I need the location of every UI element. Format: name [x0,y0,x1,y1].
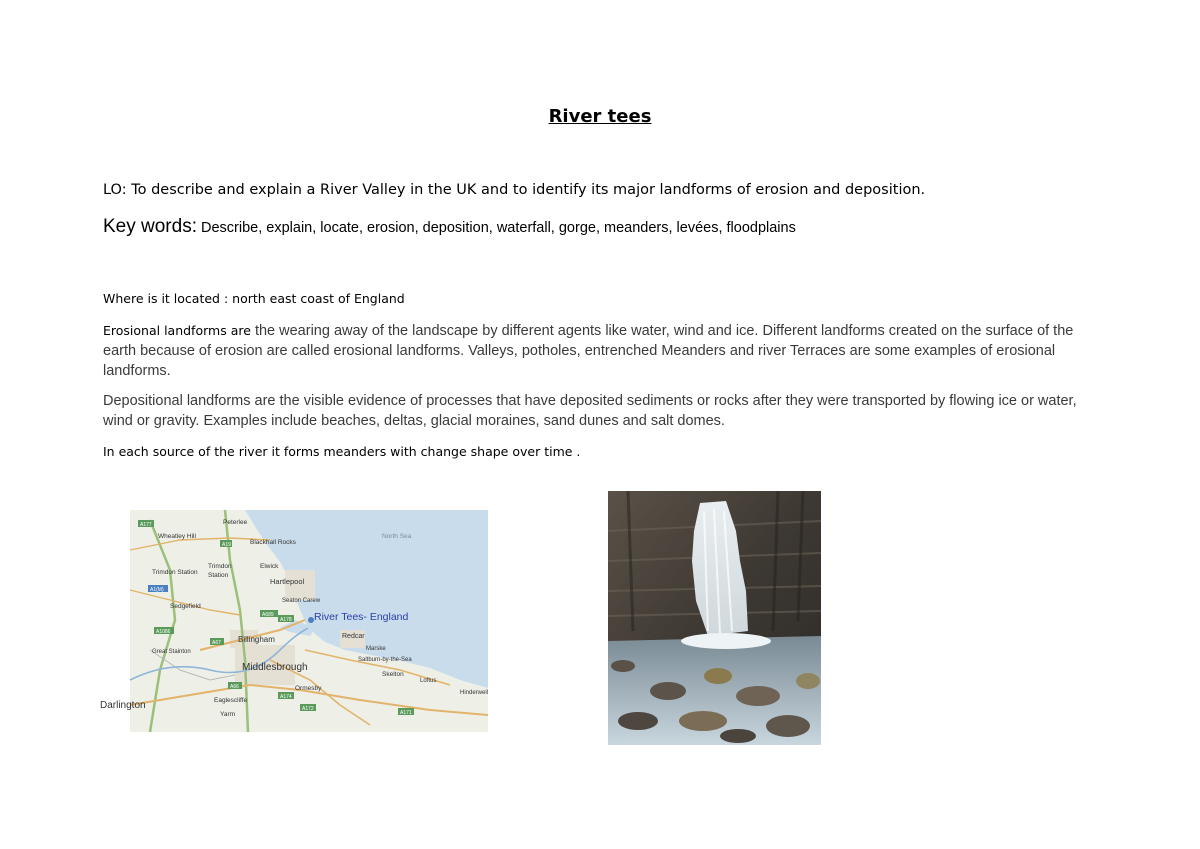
map-place-label: Wheatley Hill [158,533,196,540]
map-place-label: Trimdon Station [152,569,198,576]
map-place-label: Ormesby [295,685,322,692]
map-place-label: Great Stainton [152,649,191,655]
road-shield [154,627,174,635]
svg-text:A67: A67 [212,640,221,646]
erosional-paragraph [103,321,1103,381]
map-graphic [100,510,489,732]
map-place-label: Skelton [382,671,404,678]
erosional-lead: Erosional landforms are [103,323,251,338]
svg-text:A171: A171 [400,710,412,716]
svg-text:A178: A178 [280,617,292,623]
road-shield [278,692,294,700]
map-marker-label: River Tees- England [314,611,409,623]
waterfall-photo [608,491,821,745]
map-place-label: Hinderwell [460,690,489,696]
depositional-paragraph: Depositional landforms are the visible evidence of processes that have deposited sediments or rocks after they were transported by flowing ice or water, wind or gravity. Examples include beaches, deltas, glacial moraines, sand dunes and salt domes. [103,393,1077,429]
svg-text:A177: A177 [140,522,152,528]
key-words-line [103,216,796,238]
svg-text:A66: A66 [230,684,239,690]
waterfall-graphic [608,491,821,745]
svg-text:A174: A174 [280,694,292,700]
road-shield [260,610,278,618]
map-place-label: Redcar [342,633,365,640]
svg-text:A689: A689 [262,612,274,618]
road-shield [148,585,168,593]
svg-text:A172: A172 [302,706,314,712]
road-shield [210,638,224,646]
map-place-label: Loftus [420,678,437,684]
road-shield [228,682,242,690]
road-shield [300,704,316,712]
map-place-label: Yarm [220,711,236,718]
key-words-label: Key words: [103,216,197,237]
map-place-label: Middlesbrough [242,662,308,673]
map-place-label: Marske [366,646,386,652]
road-shield [398,708,414,716]
road-shield [138,520,154,528]
svg-text:A19: A19 [222,542,231,548]
map-place-label: Sedgefield [170,603,201,610]
map-place-label: Peterlee [223,519,248,526]
map-place-label: Elwick [260,563,279,570]
map-place-label: Seaton Carew [282,598,321,604]
map-place-label: Billingham [238,635,275,644]
page-title: River tees [548,106,652,127]
map-sea-label: North Sea [382,533,412,540]
map-place-label: Hartlepool [270,577,305,586]
map-place-label: Darlington [100,700,146,711]
road-shield [220,540,232,548]
learning-objective: LO: To describe and explain a River Valley in the UK and to identify its major landforms of erosion and deposition. [103,182,926,198]
erosional-text: the wearing away of the landscape by different agents like water, wind and ice. Different landforms created on the surface of the earth because of erosion are called erosional landforms. Valleys, potholes, entrenched Meanders and river Terraces are some examples of erosional landforms. [103,323,1074,379]
location-line: Where is it located : north east coast of England [103,291,405,306]
river-tees-map [100,510,489,732]
map-place-label: Eaglescliffe [214,697,248,704]
svg-text:A1(M): A1(M) [150,587,164,593]
map-place-label: Station [208,572,229,579]
meanders-line: In each source of the river it forms meanders with change shape over time . [103,444,581,459]
map-place-label: Trimdon [208,563,232,570]
key-words-list: Describe, explain, locate, erosion, deposition, waterfall, gorge, meanders, levées, floodplains [196,220,796,236]
svg-text:A1086: A1086 [156,629,171,635]
road-shield [278,615,294,623]
map-place-label: Blackhall Rocks [250,539,296,546]
map-place-label: Saltburn-by-the-Sea [358,657,412,663]
